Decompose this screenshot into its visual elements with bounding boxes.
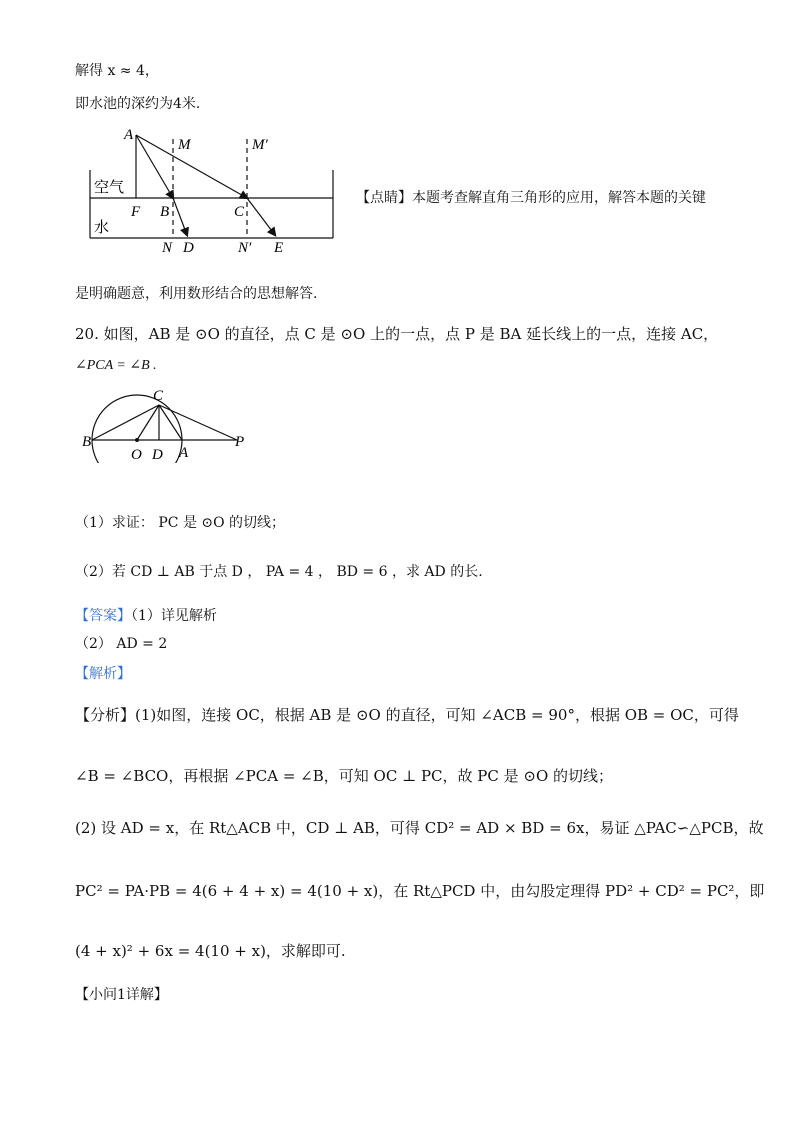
label-air: 空气 bbox=[94, 180, 125, 196]
comment-head: 【点睛】本题考查解直角三角形的应用，解答本题的关键 bbox=[356, 190, 706, 206]
label-Mp: M′ bbox=[252, 137, 268, 153]
analysis-tag: 【解析】 bbox=[75, 666, 131, 682]
label-M: M bbox=[178, 137, 191, 153]
analysis-p1: 【分析】(1)如图，连接 OC，根据 AB 是 ⊙O 的直径，可知 ∠ACB = 90°，根据 OB = OC，可得 bbox=[75, 706, 739, 724]
q20-stem-line1: 20. 如图，AB 是 ⊙O 的直径，点 C 是 ⊙O 上的一点，点 P 是 BA 延长线上的一点，连接 AC， bbox=[75, 325, 719, 343]
label-O: O bbox=[131, 447, 142, 463]
label-E: E bbox=[274, 240, 284, 256]
solution-line: 解得 x ≈ 4， bbox=[75, 63, 159, 79]
comment-tail: 是明确题意，利用数形结合的思想解答. bbox=[75, 286, 318, 302]
label-C: C bbox=[234, 204, 245, 220]
label-N: N bbox=[162, 240, 173, 256]
ray-AC bbox=[136, 135, 247, 198]
center-dot bbox=[135, 438, 139, 442]
label-B: B bbox=[160, 204, 170, 220]
line-BC bbox=[92, 405, 159, 440]
analysis-p2: ∠B = ∠BCO，再根据 ∠PCA = ∠B，可知 OC ⊥ PC，故 PC 是 ⊙O 的切线； bbox=[75, 767, 614, 785]
label-D: D bbox=[152, 447, 163, 463]
ray-BD bbox=[173, 198, 187, 235]
label-water: 水 bbox=[94, 220, 110, 236]
answer-line1: （1）详见解析 bbox=[131, 608, 217, 624]
answer-row bbox=[75, 605, 217, 625]
label-C: C bbox=[153, 388, 164, 404]
solution-conclusion: 即水池的深约为4米. bbox=[75, 96, 201, 112]
analysis-p5: (4 + x)² + 6x = 4(10 + x)，求解即可. bbox=[75, 942, 346, 960]
analysis-p3: (2) 设 AD = x，在 Rt△ACB 中，CD ⊥ AB，可得 CD² = AD × BD = 6x，易证 △PAC∽△PCB，故 bbox=[75, 819, 764, 837]
ray-CE bbox=[247, 198, 275, 235]
q20-part1: （1）求证： PC 是 ⊙O 的切线； bbox=[75, 515, 286, 531]
label-A: A bbox=[179, 445, 189, 461]
circle-tangent-figure bbox=[80, 383, 260, 463]
label-B: B bbox=[82, 434, 92, 450]
label-A: A bbox=[124, 127, 134, 143]
q20-part2: （2）若 CD ⊥ AB 于点 D ， PA = 4 ， BD = 6 ，求 AD 的长. bbox=[75, 564, 483, 580]
label-D: D bbox=[183, 240, 194, 256]
analysis-p4: PC² = PA·PB = 4(6 + 4 + x) = 4(10 + x)，在 Rt△PCD 中，由勾股定理得 PD² + CD² = PC²，即 bbox=[75, 882, 765, 900]
label-F: F bbox=[131, 204, 141, 220]
answer-line2: （2） AD = 2 bbox=[75, 636, 168, 652]
q20-stem-line2: ∠PCA = ∠B . bbox=[75, 358, 157, 373]
pool-refraction-figure bbox=[80, 125, 350, 260]
small-question-heading: 【小问1详解】 bbox=[75, 987, 168, 1003]
label-Np: N′ bbox=[238, 240, 252, 256]
ray-AB bbox=[136, 135, 173, 198]
answer-tag: 【答案】 bbox=[75, 608, 131, 624]
label-P: P bbox=[235, 434, 245, 450]
